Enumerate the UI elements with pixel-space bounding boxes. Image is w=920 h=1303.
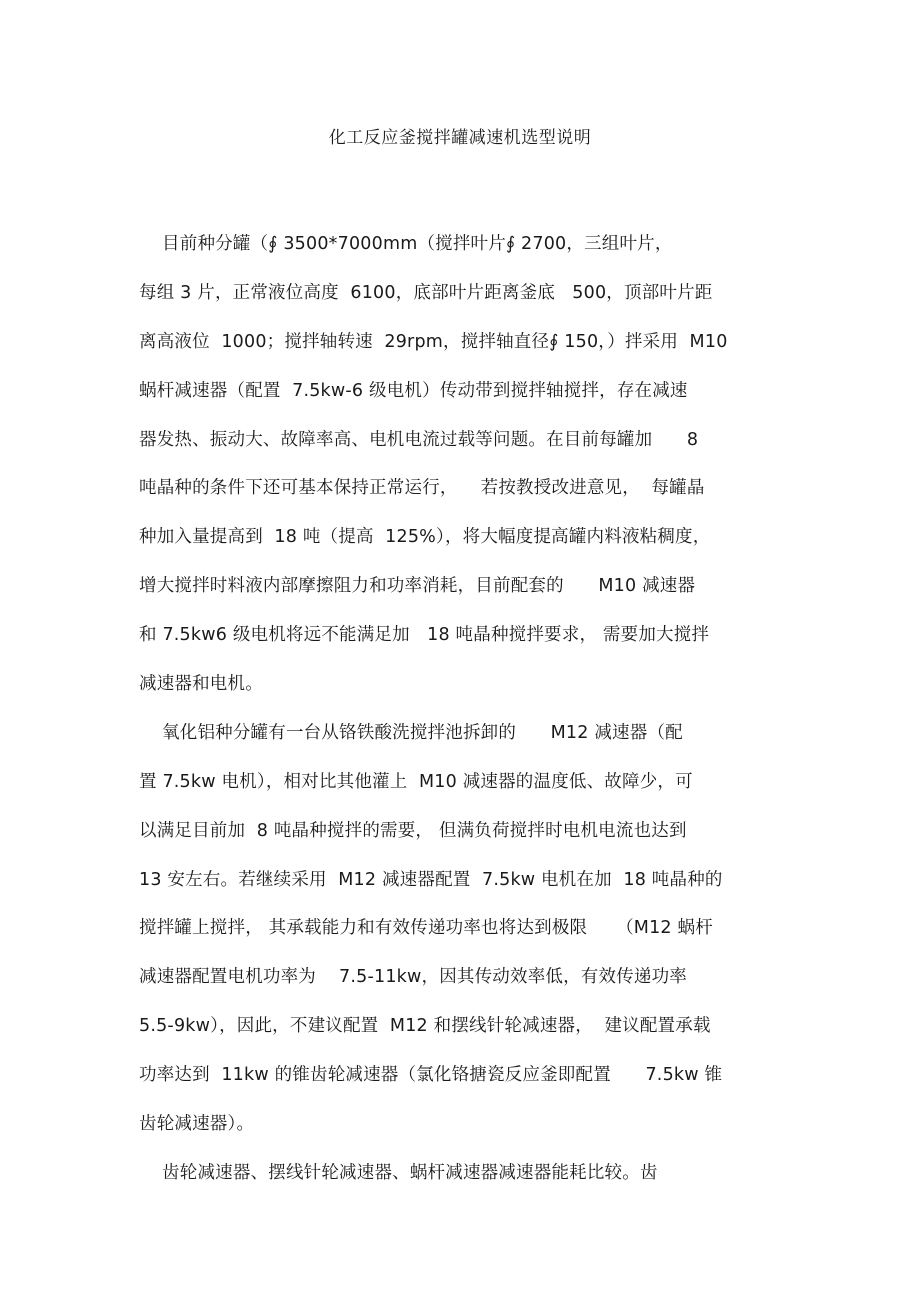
document-title: 化工反应釜搅拌罐减速机选型说明: [328, 128, 592, 148]
body-line: 齿轮减速器）。: [139, 1114, 255, 1135]
document-body: [139, 220, 799, 1198]
body-line: 目前种分罐（∮ 3500*7000mm（搅拌叶片∮ 2700，三组叶片，: [139, 234, 673, 254]
body-line: 氧化铝种分罐有一台从铬铁酸洗搅拌池拆卸的 M12 减速器（配: [139, 722, 683, 743]
body-line: 功率达到 11kw 的锥齿轮减速器（氯化铬搪瓷反应釜即配置 7.5kw 锥: [139, 1065, 723, 1086]
body-line: 5.5-9kw），因此，不建议配置 M12 和摆线针轮减速器， 建议配置承载: [139, 1016, 711, 1037]
body-line: 置 7.5kw 电机），相对比其他灌上 M10 减速器的温度低、故障少，可: [139, 771, 693, 792]
body-line: 器发热、振动大、故障率高、电机电流过载等问题。在目前每罐加 8: [139, 429, 699, 450]
body-line: 齿轮减速器、摆线针轮减速器、蜗杆减速器减速器能耗比较。齿: [139, 1162, 658, 1183]
body-line: 蜗杆减速器（配置 7.5kw-6 级电机）传动带到搅拌轴搅拌，存在减速: [139, 380, 688, 401]
body-line: 每组 3 片，正常液位高度 6100，底部叶片距离釜底 500，顶部叶片距: [139, 282, 713, 303]
body-line: 和 7.5kw6 级电机将远不能满足加 18 吨晶种搅拌要求， 需要加大搅拌: [139, 625, 710, 646]
body-line: 13 安左右。若继续采用 M12 减速器配置 7.5kw 电机在加 18 吨晶种的: [139, 869, 723, 890]
body-line: 搅拌罐上搅拌， 其承载能力和有效传递功率也将达到极限 （M12 蜗杆: [139, 918, 713, 939]
body-line: 种加入量提高到 18 吨（提高 125%），将大幅度提高罐内料液粘稠度，: [139, 527, 711, 548]
body-line: 减速器和电机。: [139, 674, 263, 695]
body-line: 增大搅拌时料液内部摩擦阻力和功率消耗，目前配套的 M10 减速器: [139, 576, 696, 597]
body-line: 吨晶种的条件下还可基本保持正常运行， 若按教授改进意见， 每罐晶: [139, 478, 705, 499]
body-line: 离高液位 1000；搅拌轴转速 29rpm，搅拌轴直径∮ 150，）拌采用 M10: [139, 331, 728, 352]
body-line: 减速器配置电机功率为 7.5-11kw，因其传动效率低，有效传递功率: [139, 967, 688, 988]
body-line: 以满足目前加 8 吨晶种搅拌的需要， 但满负荷搅拌时电机电流也达到: [139, 820, 687, 841]
